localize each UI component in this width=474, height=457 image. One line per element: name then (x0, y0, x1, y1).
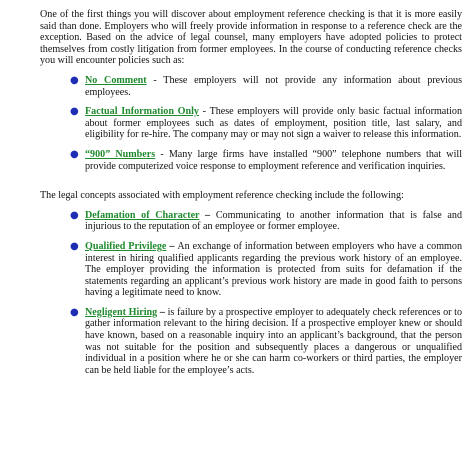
term-description: Many large firms have installed “900” telephone numbers that will provide computerized voice response to employment reference and verification inquiries. (85, 148, 462, 172)
term-label: No Comment (85, 74, 147, 86)
term-separator: – (166, 240, 178, 252)
term-separator: - (155, 148, 169, 160)
term-label: Factual Information Only (85, 106, 199, 118)
term-description: An exchange of information between employers who have a common interest in hiring qualified applicants regarding the previous work history of an employee. The employer providing the information is protected from suits for defamation if the statements regarding an applicant’s previous work history are made in good faith to persons having a legitimate need to know. (85, 240, 462, 299)
bullet-dot-icon: ● (70, 74, 79, 86)
legal-intro-paragraph: The legal concepts associated with employment reference checking include the following: (40, 190, 404, 202)
list-item (40, 75, 462, 98)
term-description: is failure by a prospective employer to adequately check references or to gather information relevant to the hiring decision. If a prospective employer knew or should have known, based on a reasonable inquiry into an applicant’s background, that the person was not suitable for the position and subsequently places a dangerous or unqualified individual in a position where he or she can harm co-workers or third parties, the employer can be held liable for the employee’s acts. (85, 306, 462, 376)
bullet-dot-icon: ● (70, 209, 79, 221)
term-separator: - (146, 74, 164, 86)
term-description: These employers will not provide any information about previous employees. (85, 74, 462, 98)
policy-list (40, 75, 462, 172)
term-description: Communicating to another information that is false and injurious to the reputation of an employee or former employee. (85, 209, 463, 233)
intro-paragraph: One of the first things you will discover about employment reference checking is that it is more easily said than done. Employers who will freely provide information in response to a reference check are the exception. Based on the advice of legal counsel, many employers have adopted policies to protect themselves from costly litigation from former employees. In the course of conducting reference checks you will encounter policies such as: (40, 9, 462, 67)
term-separator: – (157, 306, 168, 318)
section-gap (40, 180, 462, 190)
term-separator: - (198, 106, 210, 118)
list-item (40, 241, 462, 299)
term-description: These employers will provide only basic factual information about former employees such as dates of employment, position title, last salary, and eligibility for re-hire. The company may or may not sign a waiver to release this information. (85, 106, 462, 141)
legal-concept-list (40, 210, 462, 377)
term-label: Defamation of Character (85, 209, 200, 221)
bullet-dot-icon: ● (70, 306, 79, 318)
term-separator: – (199, 209, 216, 221)
bullet-dot-icon: ● (70, 148, 79, 160)
bullet-dot-icon: ● (70, 240, 79, 252)
list-item (40, 307, 462, 377)
list-item (40, 149, 462, 172)
list-item (40, 210, 462, 233)
term-label: Negligent Hiring (85, 306, 158, 318)
bullet-dot-icon: ● (70, 106, 79, 118)
term-label: Qualified Privilege (85, 240, 167, 252)
term-label: “900” Numbers (85, 148, 156, 160)
list-item (40, 106, 462, 141)
